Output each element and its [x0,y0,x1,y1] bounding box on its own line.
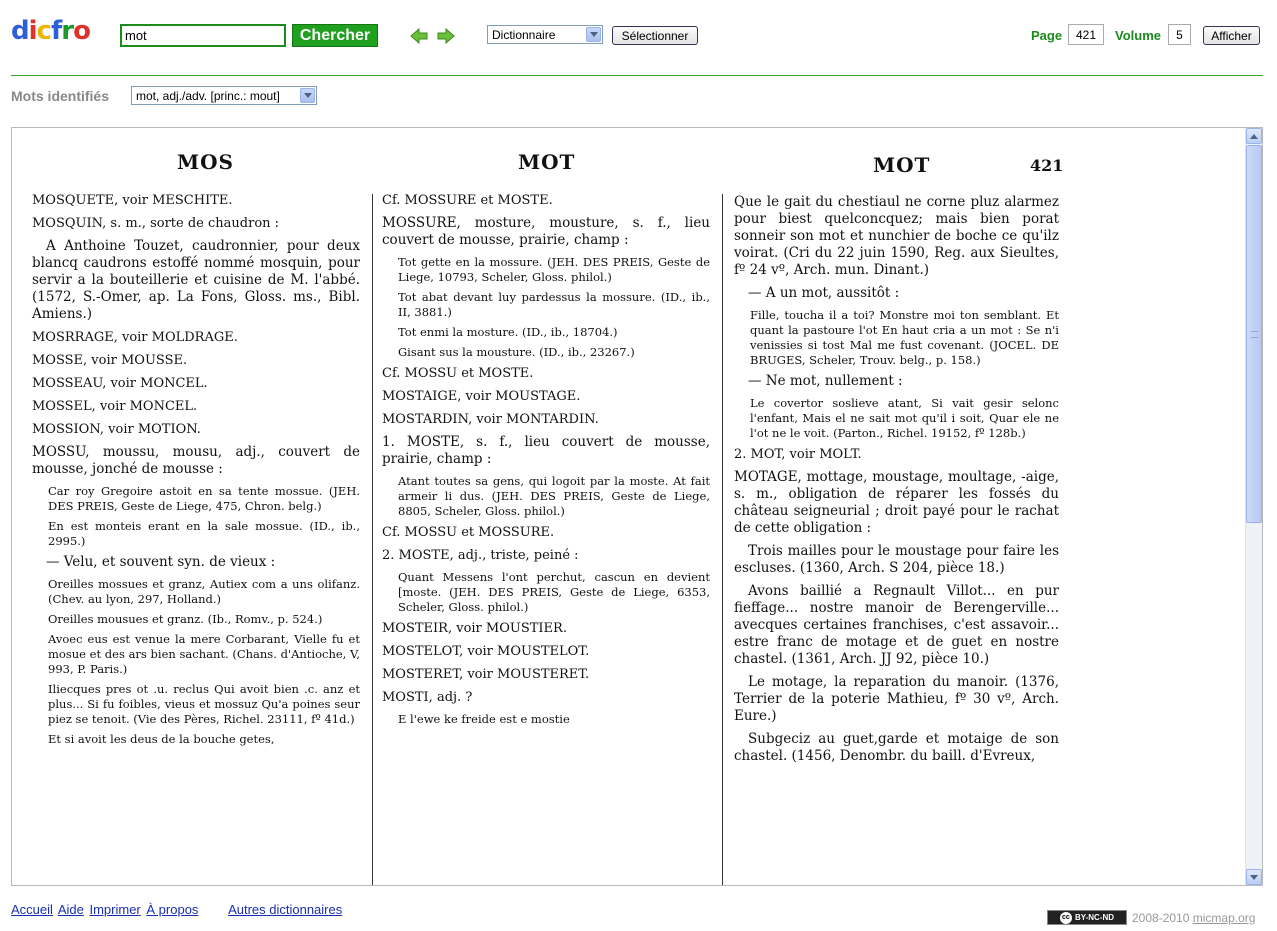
column-1 [32,192,360,752]
logo-char: c [36,16,51,46]
citation-text: Oreilles mossues et granz, Autiex com a uns olifanz. (Chev. au lyon, 297, Holland.) [48,577,360,606]
logo[interactable] [11,16,90,46]
entry-text: Cf. MOSSU et MOSSURE. [382,525,555,540]
page-input[interactable]: 421 [1068,24,1104,45]
search-input[interactable] [120,24,286,47]
cc-license-badge[interactable] [1047,910,1127,925]
entry-text: Avons baillié a Regnault Villot... en pur fieffage... nostre manoir de Berengerville... avecques certaines franchises, c'est assavoir... estre franc de motage et de guet en nostre chastel. (1361, Arch. JJ 92, pièce 10.) [734,583,1059,667]
scroll-grip [1251,331,1258,338]
identified-words-value: mot, adj./adv. [princ.: mout] [136,88,280,103]
entry-text: — A un mot, aussitôt : [748,285,900,301]
entry-text: MOSSION, voir MOTION. [32,422,201,437]
citation-text: En est monteis erant en la sale mossue. (ID., ib., 2995.) [48,519,360,548]
entry-text: — Ne mot, nullement : [748,373,903,389]
header-divider [11,75,1263,76]
column-divider [372,194,373,886]
entry-text: Cf. MOSSURE et MOSTE. [382,193,553,208]
entry-text: 2. MOT, voir MOLT. [734,447,862,462]
select-button[interactable]: Sélectionner [612,26,698,45]
dropdown-caret-icon [586,27,601,42]
entry-text: MOSSEAU, voir MONCEL. [32,376,208,391]
column-header: MOS [177,150,235,174]
entry-text: 2. MOSTE, adj., triste, peiné : [382,548,579,563]
logo-char: r [61,16,74,46]
citation-text: Oreilles mousues et granz. (Ib., Romv., p. 524.) [48,612,323,626]
entry-text: MOSTEIR, voir MOUSTIER. [382,621,567,636]
identified-words-label: Mots identifiés [11,88,110,104]
entry-text: MOSQUETE, voir MESCHITE. [32,193,233,208]
entry-text: MOSSU, moussu, mousu, adj., couvert de mousse, jonché de mousse : [32,444,360,477]
citation-text: Gisant sus la mousture. (ID., ib., 23267.) [398,345,635,359]
entry-text: Le motage, la reparation du manoir. (1376, Terrier de la poterie Mathieu, fº 30 vº, Arch. Eure.) [734,674,1059,724]
entry-text: MOSTI, adj. ? [382,690,473,705]
entry-text: MOSQUIN, s. m., sorte de chaudron : [32,216,280,231]
citation-text: Le covertor soslieve atant, Si vait gesir selonc l'enfant, Mais el ne sait mot qu'il i soit, Quar ele ne l'ot ne le voit. (Parton., Richel. 19152, fº 128b.) [750,396,1059,440]
column-divider [722,194,723,886]
citation-text: Fille, toucha il a toi? Monstre moi ton semblant. Et quant la pastoure l'ot En haut cria a un mot : Se n'i venissies si tost Mal me fust covenant. (JOCEL. DE BRUGES, Scheler, Trouv. belg., p. 158.) [750,308,1059,367]
column-2 [382,192,710,732]
page-viewer[interactable] [11,127,1263,886]
site-link[interactable]: micmap.org [1192,911,1256,925]
citation-text: Atant toutes sa gens, qui logoit par la moste. At fait armeir li dus. (JEH. DES PREIS, Geste de Liege, 8805, Scheler, Gloss. philol.) [398,474,710,518]
entry-text: MOSSEL, voir MONCEL. [32,399,198,414]
entry-text: MOSRRAGE, voir MOLDRAGE. [32,330,238,345]
footer-link-print[interactable]: Imprimer [89,902,141,917]
citation-text: Et si avoit les deus de la bouche getes, [48,732,275,746]
entry-text: MOSTARDIN, voir MONTARDIN. [382,412,599,427]
dictionary-select[interactable] [487,25,603,44]
logo-char: d [11,16,29,46]
citation-text: Tot abat devant luy pardessus la mossure. (ID., ib., II, 3881.) [398,290,710,319]
entry-text: MOSSURE, mosture, mousture, s. f., lieu couvert de mousse, prairie, champ : [382,215,710,248]
volume-label: Volume [1115,28,1161,43]
citation-text: Tot gette en la mossure. (JEH. DES PREIS, Geste de Liege, 10793, Scheler, Gloss. philol.) [398,255,710,284]
entry-text: Cf. MOSSU et MOSTE. [382,366,534,381]
citation-text: Avoec eus est venue la mere Corbarant, Vielle fu et mosue et des ars bien sachant. (Chans. d'Antioche, V, 993, P. Paris.) [48,632,360,676]
entry-text: Trois mailles pour le moustage pour faire les escluses. (1360, Arch. S 204, pièce 18.) [734,543,1059,576]
footer-link-about[interactable]: À propos [146,902,199,917]
citation-text: Car roy Gregoire astoit en sa tente mossue. (JEH. DES PREIS, Geste de Liege, 475, Chron. belg.) [48,484,360,513]
column-3 [734,194,1059,771]
column-header: MOT [873,153,931,177]
scroll-up-icon[interactable] [1246,128,1262,144]
search-button[interactable]: Chercher [292,24,378,47]
entry-text: MOSTELOT, voir MOUSTELOT. [382,644,590,659]
page-number: 421 [1030,156,1064,175]
entry-text: A Anthoine Touzet, caudronnier, pour deux blancq caudrons estoffé nommé mosquin, pour servir a la bouteillerie et cuisine de M. l'abbé. (1572, S.-Omer, ap. La Fons, Gloss. ms., Bibl. Amiens.) [32,238,360,322]
footer-link-home[interactable]: Accueil [11,902,53,917]
cc-license-text: BY-NC-ND [1074,913,1115,922]
entry-text: Subgeciz au guet,garde et motaige de son chastel. (1456, Denombr. du baill. d'Evreux, [734,731,1059,764]
entry-text: MOSSE, voir MOUSSE. [32,353,188,368]
entry-text: — Velu, et souvent syn. de vieux : [46,554,276,570]
entry-text: MOSTERET, voir MOUSTERET. [382,667,590,682]
entry-text: MOTAGE, mottage, moustage, moultage, -aige, s. m., obligation de réparer les fossés du château seigneurial ; droit payé pour le rachat de cette obligation : [734,469,1059,536]
scroll-down-icon[interactable] [1246,869,1262,885]
dictionary-select-value: Dictionnaire [492,27,556,42]
footer-links [11,902,344,917]
cc-icon: cc [1060,912,1072,924]
vertical-scrollbar[interactable] [1245,128,1262,885]
show-button[interactable]: Afficher [1203,26,1260,45]
citation-text: Tot enmi la mosture. (ID., ib., 18704.) [398,325,618,339]
footer-link-other-dictionaries[interactable]: Autres dictionnaires [228,902,343,917]
citation-text: Iliecques pres ot .u. reclus Qui avoit bien .c. anz et plus... Si fu foibles, vieus et mossuz Qu'a poines seur piez se tenoit. (Vie des Pères, Richel. 23111, fº 41d.) [48,682,360,726]
citation-text: E l'ewe ke freide est e mostie [398,712,570,726]
entry-text: 1. MOSTE, s. f., lieu couvert de mousse, prairie, champ : [382,434,710,467]
identified-words-select[interactable] [131,86,317,105]
entry-text: Que le gait du chestiaul ne corne pluz alarmez pour biest quelconcquez; mais bien porat sonneir son mot et nunchier de boche ce qu'ilz voirat. (Cri du 22 juin 1590, Reg. aux Sieultes, fº 24 vº, Arch. mun. Dinant.) [734,194,1059,278]
dropdown-caret-icon [300,88,315,103]
prev-arrow-icon[interactable] [410,27,428,45]
logo-char: o [73,16,90,46]
footer-link-help[interactable]: Aide [57,902,84,917]
column-header: MOT [518,150,576,174]
logo-char: i [28,16,37,46]
citation-text: Quant Messens l'ont perchut, cascun en devient [moste. (JEH. DES PREIS, Geste de Liege, 6353, Scheler, Gloss. philol.) [398,570,710,614]
next-arrow-icon[interactable] [437,27,455,45]
logo-char: f [50,16,62,46]
entry-text: MOSTAIGE, voir MOUSTAGE. [382,389,581,404]
volume-input[interactable]: 5 [1168,24,1191,45]
dictionary-page-scan [12,128,1245,886]
copyright [1132,911,1255,925]
page-label: Page [1031,28,1063,43]
scroll-thumb[interactable] [1246,145,1262,523]
copyright-years: 2008-2010 [1132,911,1190,925]
